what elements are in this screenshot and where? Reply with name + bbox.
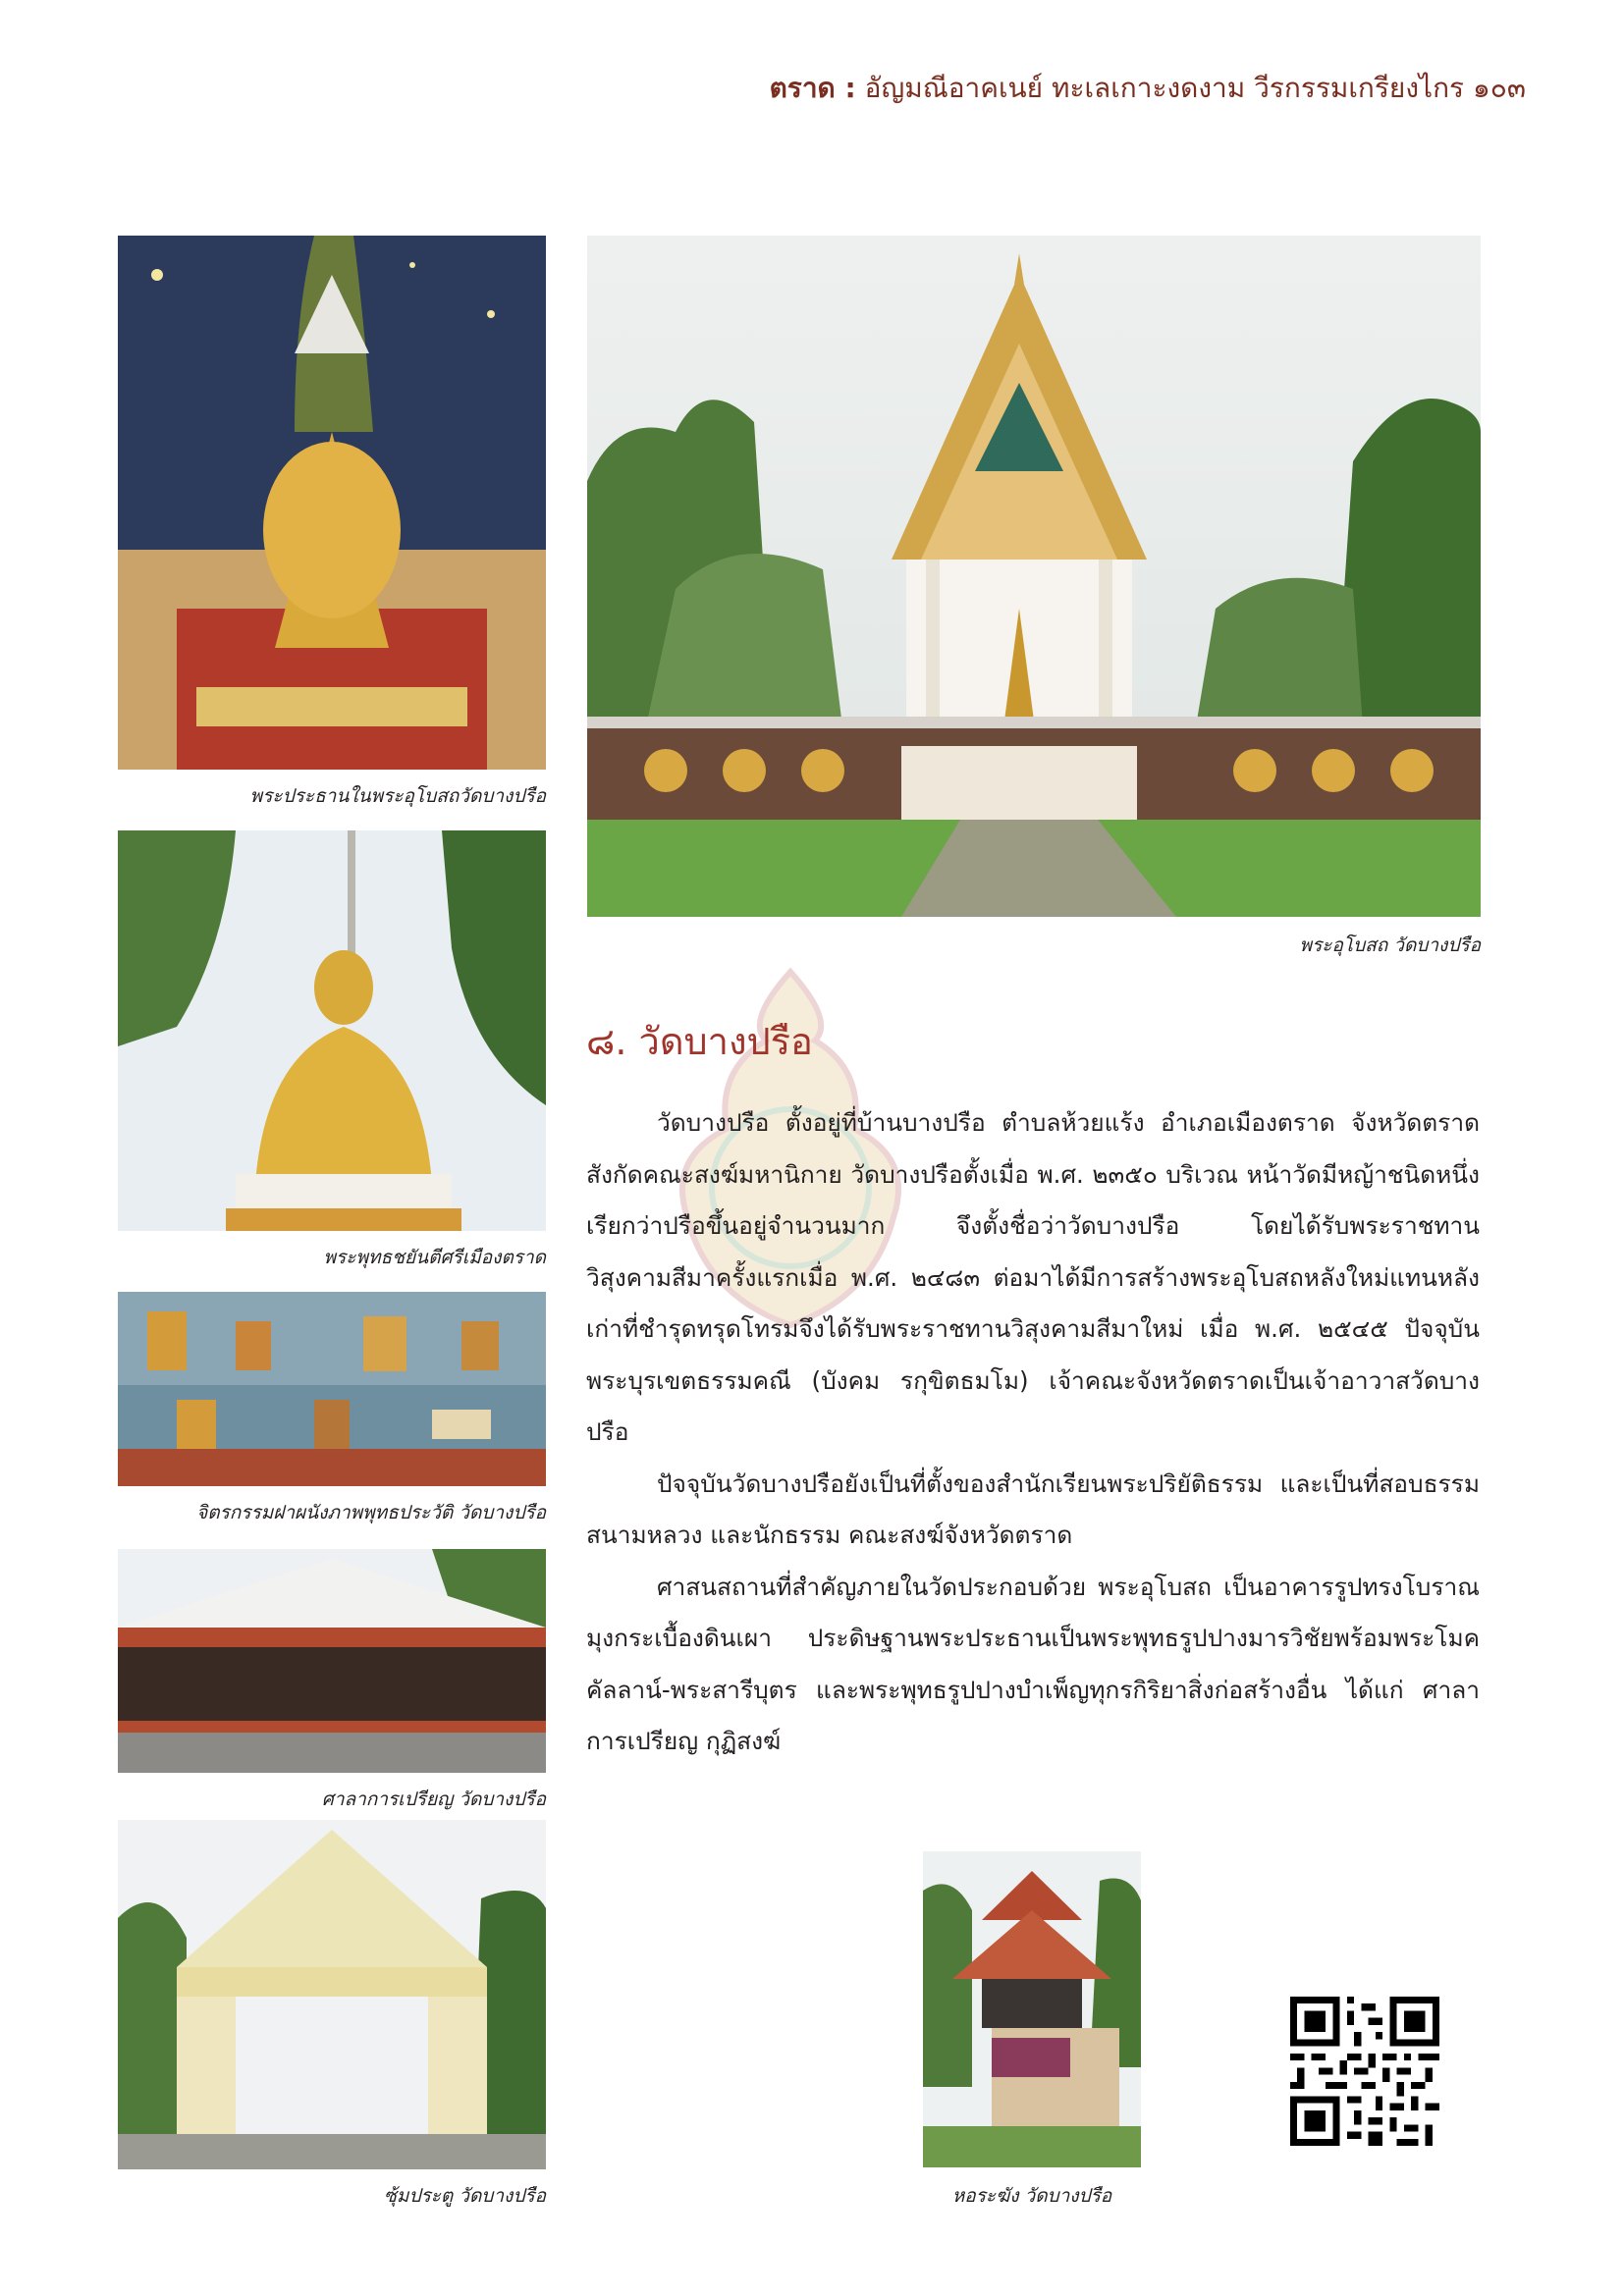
side-photo-mural <box>118 1292 546 1486</box>
body-text <box>586 1097 1480 1768</box>
bell-tower-photo <box>923 1851 1141 2167</box>
side-photo-principal-buddha <box>118 236 546 770</box>
side-photo-5-caption: ซุ้มประตู วัดบางปรือ <box>384 2185 546 2207</box>
qr-code[interactable] <box>1290 1997 1439 2146</box>
page-number: ๑๐๓ <box>1472 72 1526 104</box>
side-photo-2-caption: พระพุทธชยันตีศรีเมืองตราด <box>323 1247 546 1268</box>
side-photo-1-caption: พระประธานในพระอุโบสถวัดบางปรือ <box>249 785 546 807</box>
main-photo-ubosot <box>587 236 1481 917</box>
running-header <box>770 67 1526 110</box>
side-photo-3-caption: จิตรกรรมฝาผนังภาพพุทธประวัติ วัดบางปรือ <box>196 1502 546 1523</box>
section-title: ๘. วัดบางปรือ <box>586 1020 813 1063</box>
paragraph-2: ปัจจุบันวัดบางปรือยังเป็นที่ตั้งของสำนักเรียนพระปริยัติธรรม และเป็นที่สอบธรรมสนามหลวง และนักธรรม คณะสงฆ์จังหวัดตราด <box>586 1468 1480 1549</box>
header-subtitle: อัญมณีอาคเนย์ ทะเลเกาะงดงาม วีรกรรมเกรียงไกร <box>864 72 1465 104</box>
main-photo-caption: พระอุโบสถ วัดบางปรือ <box>1299 934 1481 956</box>
side-photo-4-caption: ศาลาการเปรียญ วัดบางปรือ <box>321 1789 546 1810</box>
bell-tower-caption: หอระฆัง วัดบางปรือ <box>951 2185 1112 2207</box>
paragraph-1: วัดบางปรือ ตั้งอยู่ที่บ้านบางปรือ ตำบลห้วยแร้ง อำเภอเมืองตราด จังหวัดตราด สังกัดคณะสงฆ์มหานิกาย วัดบางปรือตั้งเมื่อ พ.ศ. ๒๓๕๐ บริเวณ หน้าวัดมีหญ้าชนิดหนึ่งเรียกว่าปรือขึ้นอยู่จำนวนมาก จึงตั้งชื่อว่าวัดบางปรือ โดยได้รับพระราชทานวิสุงคามสีมาครั้งแรกเมื่อ พ.ศ. ๒๔๘๓ ต่อมาได้มีการสร้างพระอุโบสถหลังใหม่แทนหลังเก่าที่ชำรุดทรุดโทรมจึงได้รับพระราชทานวิสุงคามสีมาใหม่ เมื่อ พ.ศ. ๒๕๔๕ ปัจจุบันพระบุรเขตธรรมคณี (บังคม รกุขิตธมโม) เจ้าคณะจังหวัดตราดเป็นเจ้าอาวาสวัดบางปรือ <box>586 1108 1480 1446</box>
header-province: ตราด : <box>769 72 856 104</box>
paragraph-3: ศาสนสถานที่สำคัญภายในวัดประกอบด้วย พระอุโบสถ เป็นอาคารรูปทรงโบราณมุงกระเบื้องดินเผา ประดิษฐานพระประธานเป็นพระพุทธรูปปางมารวิชัยพร้อมพระโมคคัลลาน์-พระสารีบุตร และพระพุทธรูปปางบำเพ็ญทุกรกิริยาสิ่งก่อสร้างอื่น ได้แก่ ศาลาการเปรียญ กุฏิสงฆ์ <box>586 1572 1480 1755</box>
side-photo-seated-buddha <box>118 830 546 1231</box>
side-photo-sala <box>118 1549 546 1773</box>
side-photo-gate <box>118 1820 546 2169</box>
